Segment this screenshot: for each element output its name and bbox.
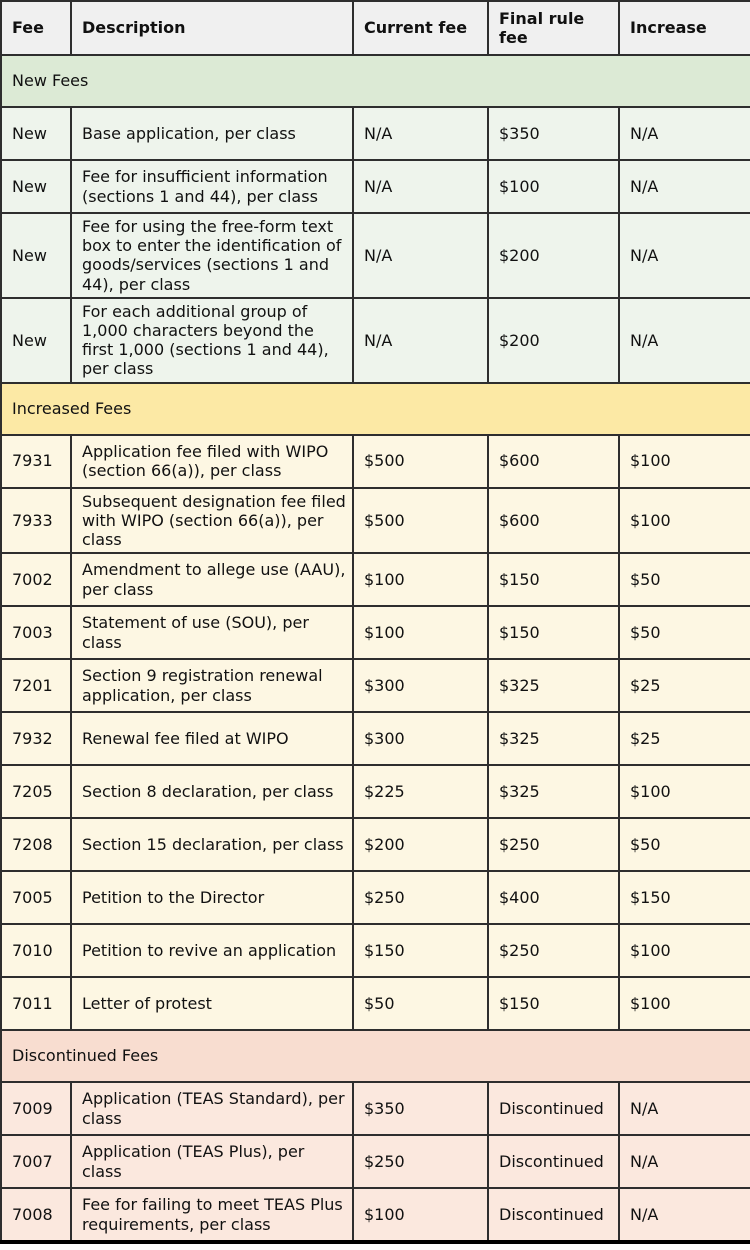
- section-band-row: [1, 383, 750, 435]
- fee-code-cell: New: [1, 160, 71, 213]
- current-fee-cell: $100: [353, 1188, 488, 1242]
- description-cell: Application (TEAS Standard), per class: [71, 1082, 353, 1135]
- current-fee-cell: $50: [353, 977, 488, 1030]
- description-cell: Section 8 declaration, per class: [71, 765, 353, 818]
- current-fee-cell: $300: [353, 712, 488, 765]
- table-row: [1, 818, 750, 871]
- current-fee-cell: $350: [353, 1082, 488, 1135]
- description-cell: Letter of protest: [71, 977, 353, 1030]
- table-row: [1, 435, 750, 488]
- final-rule-fee-cell: $150: [488, 977, 619, 1030]
- current-fee-cell: $500: [353, 488, 488, 554]
- current-fee-cell: $250: [353, 1135, 488, 1188]
- final-rule-fee-cell: $600: [488, 435, 619, 488]
- increase-cell: $50: [619, 553, 750, 606]
- fee-code-cell: 7002: [1, 553, 71, 606]
- table-row: [1, 1188, 750, 1242]
- description-cell: Section 9 registration renewal application, per class: [71, 659, 353, 712]
- column-header-current-fee: Current fee: [353, 1, 488, 55]
- final-rule-fee-cell: $200: [488, 298, 619, 383]
- fee-code-cell: 7933: [1, 488, 71, 554]
- increase-cell: $100: [619, 488, 750, 554]
- fee-code-cell: 7205: [1, 765, 71, 818]
- table-row: [1, 606, 750, 659]
- current-fee-cell: N/A: [353, 160, 488, 213]
- column-header-increase: Increase: [619, 1, 750, 55]
- fee-code-cell: 7011: [1, 977, 71, 1030]
- fee-code-cell: 7201: [1, 659, 71, 712]
- column-header-description: Description: [71, 1, 353, 55]
- description-cell: Application fee filed with WIPO (section 66(a)), per class: [71, 435, 353, 488]
- increase-cell: N/A: [619, 1082, 750, 1135]
- description-cell: Fee for insufficient information (sections 1 and 44), per class: [71, 160, 353, 213]
- increase-cell: $50: [619, 818, 750, 871]
- increase-cell: $25: [619, 712, 750, 765]
- table-row: [1, 1135, 750, 1188]
- table-row: [1, 298, 750, 383]
- table-row: [1, 488, 750, 554]
- final-rule-fee-cell: $325: [488, 659, 619, 712]
- increase-cell: $50: [619, 606, 750, 659]
- fee-code-cell: New: [1, 107, 71, 160]
- current-fee-cell: N/A: [353, 213, 488, 298]
- table-row: [1, 1082, 750, 1135]
- final-rule-fee-cell: $325: [488, 712, 619, 765]
- column-header-fee: Fee: [1, 1, 71, 55]
- table-row: [1, 659, 750, 712]
- increase-cell: $25: [619, 659, 750, 712]
- final-rule-fee-cell: $250: [488, 924, 619, 977]
- current-fee-cell: $250: [353, 871, 488, 924]
- current-fee-cell: $100: [353, 553, 488, 606]
- final-rule-fee-cell: Discontinued: [488, 1082, 619, 1135]
- section-header: Increased Fees: [1, 383, 750, 435]
- current-fee-cell: $150: [353, 924, 488, 977]
- table-row: [1, 924, 750, 977]
- increase-cell: N/A: [619, 298, 750, 383]
- increase-cell: $100: [619, 765, 750, 818]
- table-row: [1, 160, 750, 213]
- increase-cell: N/A: [619, 213, 750, 298]
- header-row: [1, 1, 750, 55]
- final-rule-fee-cell: $200: [488, 213, 619, 298]
- final-rule-fee-cell: $150: [488, 606, 619, 659]
- description-cell: Fee for failing to meet TEAS Plus requirements, per class: [71, 1188, 353, 1242]
- description-cell: Amendment to allege use (AAU), per class: [71, 553, 353, 606]
- fee-code-cell: 7932: [1, 712, 71, 765]
- fee-code-cell: 7009: [1, 1082, 71, 1135]
- final-rule-fee-cell: Discontinued: [488, 1135, 619, 1188]
- description-cell: Petition to the Director: [71, 871, 353, 924]
- description-cell: For each additional group of 1,000 characters beyond the first 1,000 (sections 1 and 44), per class: [71, 298, 353, 383]
- increase-cell: $100: [619, 435, 750, 488]
- increase-cell: N/A: [619, 160, 750, 213]
- fee-code-cell: New: [1, 298, 71, 383]
- table-row: [1, 765, 750, 818]
- fee-code-cell: 7008: [1, 1188, 71, 1242]
- description-cell: Renewal fee filed at WIPO: [71, 712, 353, 765]
- table-row: [1, 712, 750, 765]
- section-header: New Fees: [1, 55, 750, 107]
- description-cell: Fee for using the free-form text box to enter the identification of goods/services (sections 1 and 44), per class: [71, 213, 353, 298]
- fee-code-cell: 7003: [1, 606, 71, 659]
- description-cell: Base application, per class: [71, 107, 353, 160]
- increase-cell: $100: [619, 924, 750, 977]
- description-cell: Application (TEAS Plus), per class: [71, 1135, 353, 1188]
- increase-cell: $150: [619, 871, 750, 924]
- description-cell: Section 15 declaration, per class: [71, 818, 353, 871]
- table-row: [1, 213, 750, 298]
- final-rule-fee-cell: $400: [488, 871, 619, 924]
- table-row: [1, 977, 750, 1030]
- increase-cell: N/A: [619, 107, 750, 160]
- section-header: Discontinued Fees: [1, 1030, 750, 1082]
- final-rule-fee-cell: $600: [488, 488, 619, 554]
- increase-cell: N/A: [619, 1188, 750, 1242]
- table-row: [1, 553, 750, 606]
- fee-code-cell: 7208: [1, 818, 71, 871]
- table-row: [1, 871, 750, 924]
- table-row: [1, 107, 750, 160]
- fee-code-cell: New: [1, 213, 71, 298]
- final-rule-fee-cell: $150: [488, 553, 619, 606]
- description-cell: Petition to revive an application: [71, 924, 353, 977]
- section-band-row: [1, 1030, 750, 1082]
- section-band-row: [1, 55, 750, 107]
- final-rule-fee-cell: Discontinued: [488, 1188, 619, 1242]
- current-fee-cell: $500: [353, 435, 488, 488]
- fee-code-cell: 7005: [1, 871, 71, 924]
- final-rule-fee-cell: $325: [488, 765, 619, 818]
- current-fee-cell: $300: [353, 659, 488, 712]
- final-rule-fee-cell: $350: [488, 107, 619, 160]
- fee-code-cell: 7007: [1, 1135, 71, 1188]
- current-fee-cell: N/A: [353, 298, 488, 383]
- current-fee-cell: $225: [353, 765, 488, 818]
- description-cell: Statement of use (SOU), per class: [71, 606, 353, 659]
- current-fee-cell: $200: [353, 818, 488, 871]
- increase-cell: $100: [619, 977, 750, 1030]
- final-rule-fee-cell: $100: [488, 160, 619, 213]
- final-rule-fee-cell: $250: [488, 818, 619, 871]
- fee-code-cell: 7010: [1, 924, 71, 977]
- current-fee-cell: $100: [353, 606, 488, 659]
- fee-table-header: [1, 1, 750, 55]
- fee-table-body: [1, 55, 750, 1242]
- current-fee-cell: N/A: [353, 107, 488, 160]
- increase-cell: N/A: [619, 1135, 750, 1188]
- description-cell: Subsequent designation fee filed with WIPO (section 66(a)), per class: [71, 488, 353, 554]
- fee-code-cell: 7931: [1, 435, 71, 488]
- column-header-final-rule-fee: Final rule fee: [488, 1, 619, 55]
